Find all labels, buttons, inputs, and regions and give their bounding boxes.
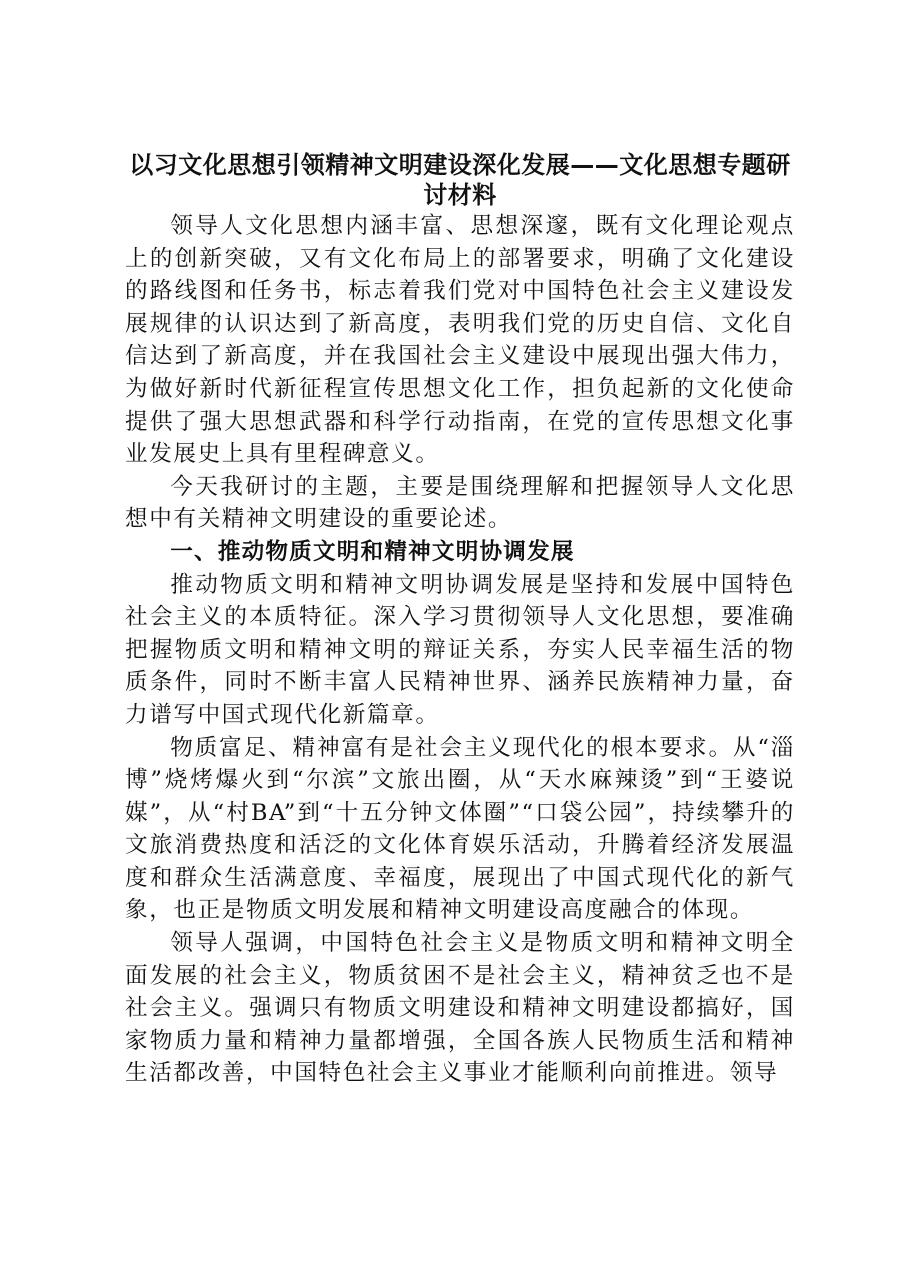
paragraph-intro: 领导人文化思想内涵丰富、思想深邃，既有文化理论观点上的创新突破，又有文化布局上的部署要求，明确了文化建设的路线图和任务书，标志着我们党对中国特色社会主义建设发展规律的认识达到了新高度，表明我们党的历史自信、文化自信达到了新高度，并在我国社会主义建设中展现出强大伟力，为做好新时代新征程宣传思想文化工作，担负起新的文化使命提供了强大思想武器和科学行动指南，在党的宣传思想文化事业发展史上具有里程碑意义。 <box>125 213 795 468</box>
paragraph-section1-emphasis: 领导人强调，中国特色社会主义是物质文明和精神文明全面发展的社会主义，物质贫困不是社会主义，精神贫乏也不是社会主义。强调只有物质文明建设和精神文明建设都搞好，国家物质力量和精神力量都增强，全国各族人民物质生活和精神生活都改善，中国特色社会主义事业才能顺利向前推进。领导 <box>125 930 795 1087</box>
paragraph-topic: 今天我研讨的主题，主要是围绕理解和把握领导人文化思想中有关精神文明建设的重要论述。 <box>125 473 795 533</box>
paragraph-section1-examples: 物质富足、精神富有是社会主义现代化的根本要求。从“淄博”烧烤爆火到“尔滨”文旅出圈，从“天水麻辣烫”到“王婆说媒”，从“村BA”到“十五分钟文体圈”“口袋公园”，持续攀升的文旅消费热度和活泛的文化体育娱乐活动，升腾着经济发展温度和群众生活满意度、幸福度，展现出了中国式现代化的新气象，也正是物质文明发展和精神文明建设高度融合的体现。 <box>125 734 795 924</box>
document-title: 以习文化思想引领精神文明建设深化发展——文化思想专题研讨材料 <box>129 151 791 209</box>
paragraph-section1-intro: 推动物质文明和精神文明协调发展是坚持和发展中国特色社会主义的本质特征。深入学习贯彻领导人文化思想，要准确把握物质文明和精神文明的辩证关系，夯实人民幸福生活的物质条件，同时不断丰富人民精神世界、涵养民族精神力量，奋力谱写中国式现代化新篇章。 <box>125 571 795 728</box>
document-body <box>125 150 795 1090</box>
section-heading-1: 一、推动物质文明和精神文明协调发展 <box>170 538 575 565</box>
